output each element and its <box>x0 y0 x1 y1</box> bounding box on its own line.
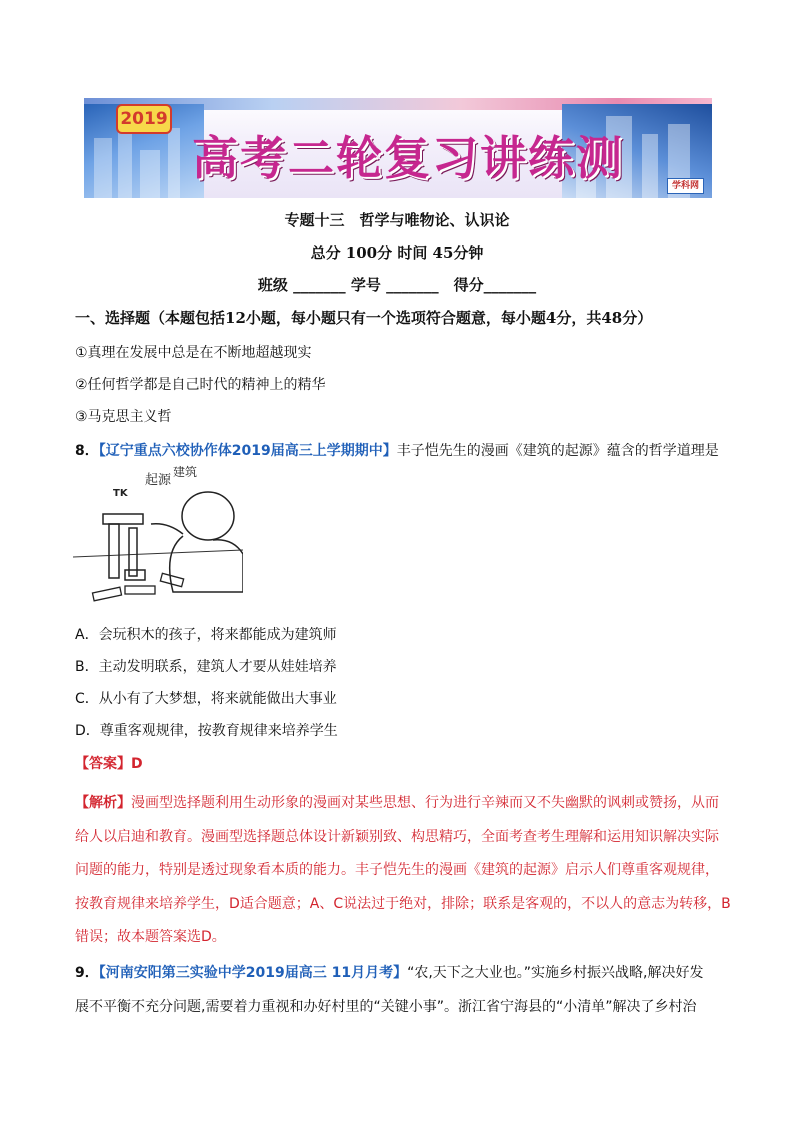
banner-title: 高考二轮复习讲练测 <box>192 131 624 185</box>
choice-b: B．主动发明联系，建筑人才要从娃娃培养 <box>75 659 337 675</box>
section-heading: 一、选择题（本题包括12小题，每小题只有一个选项符合题意，每小题4分，共48分） <box>75 309 653 327</box>
question-source: 【辽宁重点六校协作体2019届高三上学期期中】 <box>98 443 397 459</box>
question-text: “农,天下之大业也。”实施乡村振兴战略,解决好发 <box>407 965 704 981</box>
answer-label: 【答案】 <box>75 756 131 772</box>
question-8-stem <box>75 440 719 460</box>
explanation-label: 【解析】 <box>75 795 131 811</box>
explanation-line <box>75 792 719 812</box>
question-9-text: 展不平衡不充分问题,需要着力重视和办好村里的“关键小事”。浙江省宁海县的“小清单”解决了乡村治 <box>75 999 697 1015</box>
question-9-stem <box>75 962 703 982</box>
cartoon-label: 建筑 <box>173 465 198 479</box>
topic-title: 专题十三 哲学与唯物论、认识论 <box>284 211 510 229</box>
banner-logo: 学科网 <box>667 178 704 194</box>
option-line: ②任何哲学都是自己时代的精神上的精华 <box>75 377 326 393</box>
cartoon-label: 起源 <box>145 473 172 488</box>
option-line: ③马克思主义哲 <box>75 409 172 425</box>
answer-value: D <box>131 756 143 772</box>
banner <box>84 98 712 198</box>
explanation-line: 问题的能力，特别是透过现象看本质的能力。丰子恺先生的漫画《建筑的起源》启示人们尊重客观规律， <box>75 862 719 878</box>
explanation-line: 给人以启迪和教育。漫画型选择题总体设计新颖别致、构思精巧，全面考查考生理解和运用知识解决实际 <box>75 829 719 845</box>
question-number: 9． <box>75 965 99 981</box>
cartoon-label: TK <box>113 488 128 499</box>
answer <box>75 753 143 773</box>
cartoon-illustration <box>73 462 243 612</box>
choice-c: C．从小有了大梦想，将来就能做出大事业 <box>75 691 337 707</box>
explanation-line: 错误；故本题答案选D。 <box>75 929 226 945</box>
option-line: ①真理在发展中总是在不断地超越现实 <box>75 345 312 361</box>
question-text: 丰子恺先生的漫画《建筑的起源》蕴含的哲学道理是 <box>396 443 719 459</box>
banner-year-badge: 2019 <box>116 104 172 134</box>
choice-a: A．会玩积木的孩子，将来都能成为建筑师 <box>75 627 337 643</box>
explanation-line: 按教育规律来培养学生，D适合题意；A、C说法过于绝对，排除；联系是客观的，不以人的意志为转移，B <box>75 896 731 912</box>
choice-d: D．尊重客观规律，按教育规律来培养学生 <box>75 723 338 739</box>
question-number: 8． <box>75 443 99 459</box>
explanation-text: 漫画型选择题利用生动形象的漫画对某些思想、行为进行辛辣而又不失幽默的讽刺或赞扬，从而 <box>131 795 719 811</box>
score-time: 总分 100分 时间 45分钟 <box>310 244 484 262</box>
student-fields: 班级 _______ 学号 _______ 得分_______ <box>257 276 537 294</box>
question-source: 【河南安阳第三实验中学2019届高三 11月月考】 <box>98 965 408 981</box>
